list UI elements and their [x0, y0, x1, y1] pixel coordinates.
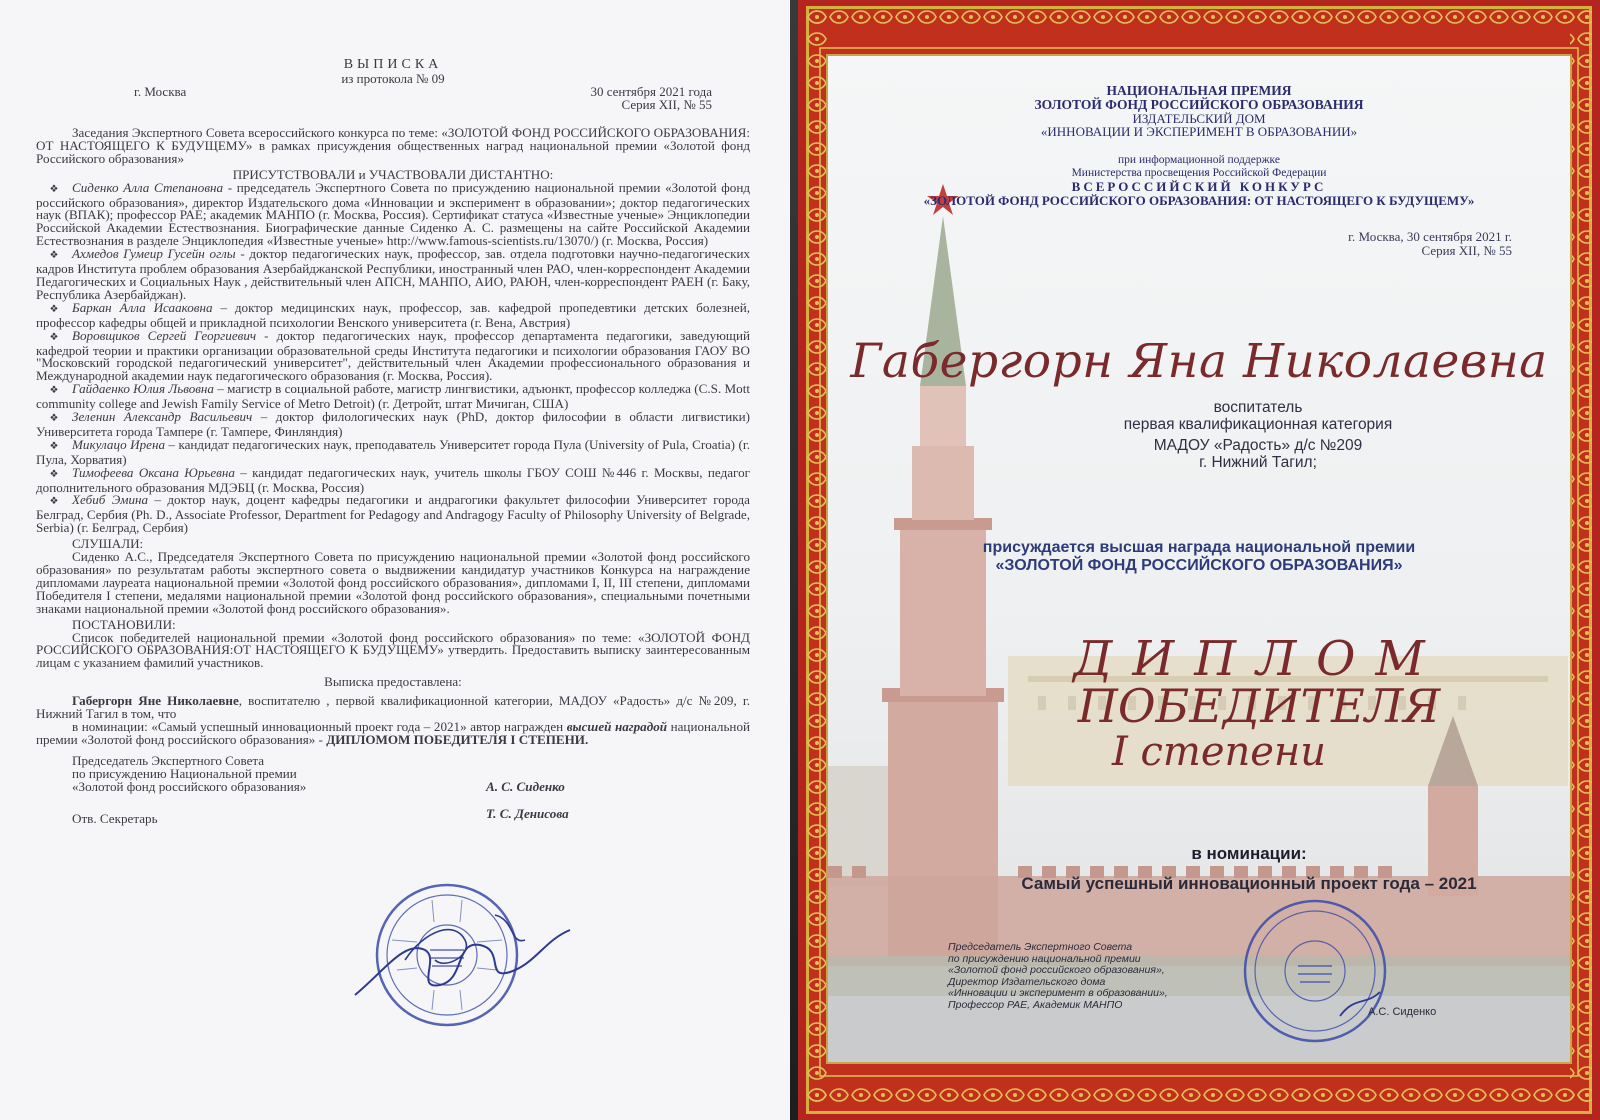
- member-item: [36, 464, 750, 495]
- diploma-chair-line: «Золотой фонд российского образования»,: [948, 964, 1165, 976]
- member-description: – кандидат педагогических наук, преподаватель Университет города Пула (University of Pula, Croatia) (г. Пула, Хорватия): [36, 436, 750, 467]
- chair-title: [72, 752, 392, 794]
- member-description: - председатель Экспертного Совета по присуждению национальной премии «Золотой фонд российского образования», директор Издательского дома «Инновации и эксперимент в образовании»; доктор педагогических наук (ВПАК); профессор РАЕ; академик МАНПО (г. Москва, Россия). Сертификат статуса «Известные ученые» Энциклопедии Российской Академии Естествознания. Биографические данные Сиденко А. С. размещены на сайте Российской Академии Естествознания в разделе Энциклопедия «Известные ученые» http://www.famous-scientists.ru/13070/) (г. Москва, Россия): [36, 179, 750, 249]
- member-name: Сиденко Алла Степановна: [72, 179, 224, 195]
- diamond-bullet-icon: ❖: [49, 250, 59, 262]
- winner-position: воспитатель: [1213, 399, 1303, 416]
- diploma-chair-title: [948, 942, 1228, 1011]
- diploma-chair-line: Профессор РАЕ, Академик МАНПО: [948, 998, 1123, 1011]
- diploma-chair-name: А.С. Сиденко: [1368, 1006, 1437, 1018]
- member-item: [36, 436, 750, 467]
- contest-name: «ЗОЛОТОЙ ФОНД РОССИЙСКОГО ОБРАЗОВАНИЯ: ОТ НАСТОЯЩЕГО К БУДУЩЕМУ»: [923, 193, 1475, 208]
- extract-city: г. Москва: [134, 84, 187, 99]
- member-name: Микулацо Ирена: [72, 436, 166, 452]
- member-name: Воровщиков Сергей Георгиевич: [72, 327, 257, 343]
- winner-name: Габергорн Яна Николаевна: [850, 334, 1548, 389]
- premium-header: [828, 84, 1570, 112]
- member-item: [36, 411, 750, 439]
- member-name: Зеленин Александр Васильевич: [72, 409, 253, 425]
- diploma-body: [826, 54, 1572, 1064]
- secretary-label: Отв. Секретарь: [72, 810, 158, 826]
- member-item: [36, 327, 750, 384]
- nomination-mid: национальной премии «Золотой фонд российского образования» -: [36, 718, 750, 747]
- diamond-bullet-icon: ❖: [49, 496, 59, 508]
- chair-line: «Золотой фонд российского образования»: [72, 778, 307, 794]
- chair-line: Председатель Экспертного Совета: [72, 752, 265, 768]
- contest-label: ВСЕРОССИЙСКИЙ КОНКУРС: [1071, 179, 1327, 194]
- member-item: [36, 299, 750, 330]
- diploma-title: ДИПЛОМ: [1073, 631, 1445, 687]
- diploma-chair-line: Директор Издательского дома: [948, 975, 1106, 988]
- recipient-name: Габергорн Яне Николаевне: [72, 693, 239, 709]
- diploma-title-winner: ПОБЕДИТЕЛЯ: [1077, 679, 1441, 733]
- winner-category: первая квалификационная категория: [1123, 416, 1393, 433]
- premium-title: НАЦИОНАЛЬНАЯ ПРЕМИЯ: [1106, 83, 1292, 98]
- member-item: [36, 383, 750, 411]
- publisher-block: [828, 112, 1570, 138]
- member-description: – кандидат педагогических наук, учитель школы ГБОУ СОШ №446 г. Москвы, педагог дополнительного образования МДЭБЦ (г. Москва, Россия): [36, 464, 750, 495]
- diploma-chair-line: Председатель Экспертного Совета: [948, 941, 1133, 953]
- diamond-bullet-icon: ❖: [49, 468, 59, 480]
- recipient-paragraph: [36, 695, 750, 721]
- member-list: [36, 179, 751, 536]
- diamond-bullet-icon: ❖: [49, 331, 59, 343]
- winner-city: г. Нижний Тагил;: [1199, 454, 1317, 471]
- nomination-pre: в номинации: «Самый успешный инновационный проект года – 2021» автор награжден: [72, 718, 567, 734]
- support-block: [828, 154, 1570, 179]
- extract-subheading: из протокола № 09: [341, 71, 445, 86]
- member-description: – доктор наук, доцент кафедры педагогики и андрагогики факультет философии Университет города Белград, Сербия (Ph. D., Associate Professor, Department for Pedagogy and Andragogy Faculty of Philosophy University of Belgrade, Serbia) (г. Белград, Сербия): [36, 492, 750, 536]
- nomination-award: ДИПЛОМОМ ПОБЕДИТЕЛЯ I СТЕПЕНИ.: [326, 731, 589, 747]
- protocol-extract-page: [0, 0, 790, 1120]
- diploma-stamp-icon: [1240, 896, 1390, 1046]
- heard-header: СЛУШАЛИ:: [72, 536, 144, 552]
- chair-line: по присуждению Национальной премии: [72, 765, 297, 781]
- extract-series: Серия XII, № 55: [621, 97, 712, 112]
- support-ministry: Министерства просвещения Российской Федерации: [1071, 166, 1327, 179]
- member-item: [36, 494, 750, 535]
- chair-name: А. С. Сиденко: [486, 778, 565, 794]
- diploma-page: [798, 0, 1600, 1120]
- provided-header: Выписка предоставлена:: [324, 674, 462, 690]
- secretary-name: Т. С. Денисова: [486, 805, 569, 821]
- member-description: – магистр в социальной работе, магистр лингвистики, адъюнкт, профессор колледжа (C.S. Mott community college and Jewish Family Service of Metro Detroit) (г. Детройт, штат Мичиган, США): [36, 381, 751, 412]
- award-text: [828, 539, 1570, 575]
- recipient-details: , воспитателю , первой квалификационной категории, МАДОУ «Радость» д/с №209, г. Нижний Тагил в том, что: [36, 693, 750, 722]
- page-gap: [790, 0, 798, 1120]
- nomination-label: в номинации:: [1191, 844, 1307, 863]
- extract-heading: ВЫПИСКА: [343, 57, 443, 72]
- member-name: Гайдаенко Юлия Львовна: [72, 381, 214, 397]
- diploma-place-date: [1348, 230, 1512, 258]
- extract-date: 30 сентября 2021 года: [590, 84, 712, 99]
- winner-info: [978, 399, 1538, 471]
- member-description: – доктор филологических наук (PhD, доктор философии в области лигвистики) Университета города Тампере (г. Тампере, Финляндия): [36, 409, 750, 439]
- extract-meta-row: [36, 85, 750, 111]
- signature-block: [36, 752, 750, 835]
- premium-name: ЗОЛОТОЙ ФОНД РОССИЙСКОГО ОБРАЗОВАНИЯ: [1034, 97, 1364, 112]
- nomination-value: Самый успешный инновационный проект года – 2021: [1021, 874, 1477, 893]
- member-item: [36, 179, 750, 249]
- member-name: Хебиб Эмина: [72, 492, 149, 508]
- publisher-label: ИЗДАТЕЛЬСКИЙ ДОМ: [1132, 111, 1266, 126]
- heard-text: Сиденко А.С., Председателя Экспертного Совета по присуждению национальной премии «Золотой фонд российского образования» по результатам работы экспертного совета о выдвижении кандидатур участников Конкурса на награждение дипломами лауреата национальной премии «Золотой фонд российского образования», дипломами I, II, III степени, дипломами Победителя I степени, медалями национальной премии «Золотой фонд российского образования», специальными почетными знаками национальной премии «Золотой фонд российского образования».: [36, 549, 750, 616]
- diploma-degree: I степени: [1111, 729, 1327, 775]
- diploma-chair-line: по присуждению национальной премии: [948, 952, 1141, 965]
- award-line: присуждается высшая награда национальной премии: [982, 539, 1416, 556]
- member-description: – доктор медицинских наук, профессор, зав. кафедрой пропедевтики детских болезней, профессор кафедры общей и прикладной психологии Венского университета (г. Вена, Австрия): [36, 299, 750, 330]
- publisher-name: «ИННОВАЦИИ И ЭКСПЕРИМЕНТ В ОБРАЗОВАНИИ»: [1040, 124, 1358, 139]
- member-description: - доктор педагогических наук, профессор, зав. отдела подготовки научно-педагогических кадров Института проблем образования Азербайджанской Республики, иностранный член РАО, член-корреспондент Академии Педагогических и Социальных Наук , действительный член АПСН, МАНПО, АИО, РАЮН, член-корреспондент РАЕН (г. Баку, Республика Азербайджан).: [36, 246, 750, 302]
- diamond-bullet-icon: ❖: [49, 183, 59, 195]
- support-label: при информационной поддержке: [1118, 154, 1280, 166]
- nomination-emphasis: высшей наградой: [566, 718, 668, 734]
- diploma-chair-line: «Инновации и эксперимент в образовании»,: [948, 987, 1168, 999]
- member-item: [36, 248, 750, 302]
- winner-institution: МАДОУ «Радость» д/с №209: [1153, 437, 1363, 454]
- present-header: ПРИСУТСТВОВАЛИ и УЧАСТВОВАЛИ ДИСТАНТНО:: [232, 166, 554, 182]
- member-name: Баркан Алла Исааковна: [72, 299, 213, 315]
- award-premium: «ЗОЛОТОЙ ФОНД РОССИЙСКОГО ОБРАЗОВАНИЯ»: [995, 557, 1403, 574]
- diamond-bullet-icon: ❖: [49, 303, 59, 315]
- member-name: Ахмедов Гумеир Гусейн оглы: [72, 246, 236, 262]
- extract-body: [36, 58, 750, 835]
- diploma-series: Серия XII, № 55: [1421, 243, 1512, 258]
- decided-text: Список победителей национальной премии «Золотой фонд российского образования» по теме: «ЗОЛОТОЙ ФОНД РОССИЙСКОГО ОБРАЗОВАНИЯ:ОТ НАСТОЯЩЕГО К БУДУЩЕМУ» утвердить. Предоставить выписку заинтересованным лицам с указанием фамилий участников.: [36, 629, 750, 671]
- diamond-bullet-icon: ❖: [49, 385, 59, 397]
- nomination-paragraph: [36, 718, 750, 747]
- diploma-date: г. Москва, 30 сентября 2021 г.: [1348, 229, 1512, 244]
- extract-date-block: [590, 85, 750, 111]
- member-description: - доктор педагогических наук, профессор департамента педагогики, заведующий кафедрой теории и практики организации образовательной среды Института педагогики и психологии образования ГАОУ ВО "Московский городской педагогический университет", действительный член Академии профессионального образования и Международной академии наук педагогического образования (г. Москва, Россия).: [36, 327, 750, 384]
- diamond-bullet-icon: ❖: [49, 440, 59, 452]
- decided-header: ПОСТАНОВИЛИ:: [72, 616, 176, 632]
- handwritten-signature-icon: [345, 900, 585, 1010]
- signer-names: [486, 778, 569, 835]
- member-name: Тимофеева Оксана Юрьевна: [72, 464, 235, 480]
- diamond-bullet-icon: ❖: [49, 413, 59, 425]
- extract-intro: Заседания Экспертного Совета всероссийского конкурса по теме: «ЗОЛОТОЙ ФОНД РОССИЙСКОГО ОБРАЗОВАНИЯ: ОТ НАСТОЯЩЕГО К БУДУЩЕМУ» в рамках присуждения общественных наград национальной премии «Золотой фонд Российского образования»: [36, 125, 750, 166]
